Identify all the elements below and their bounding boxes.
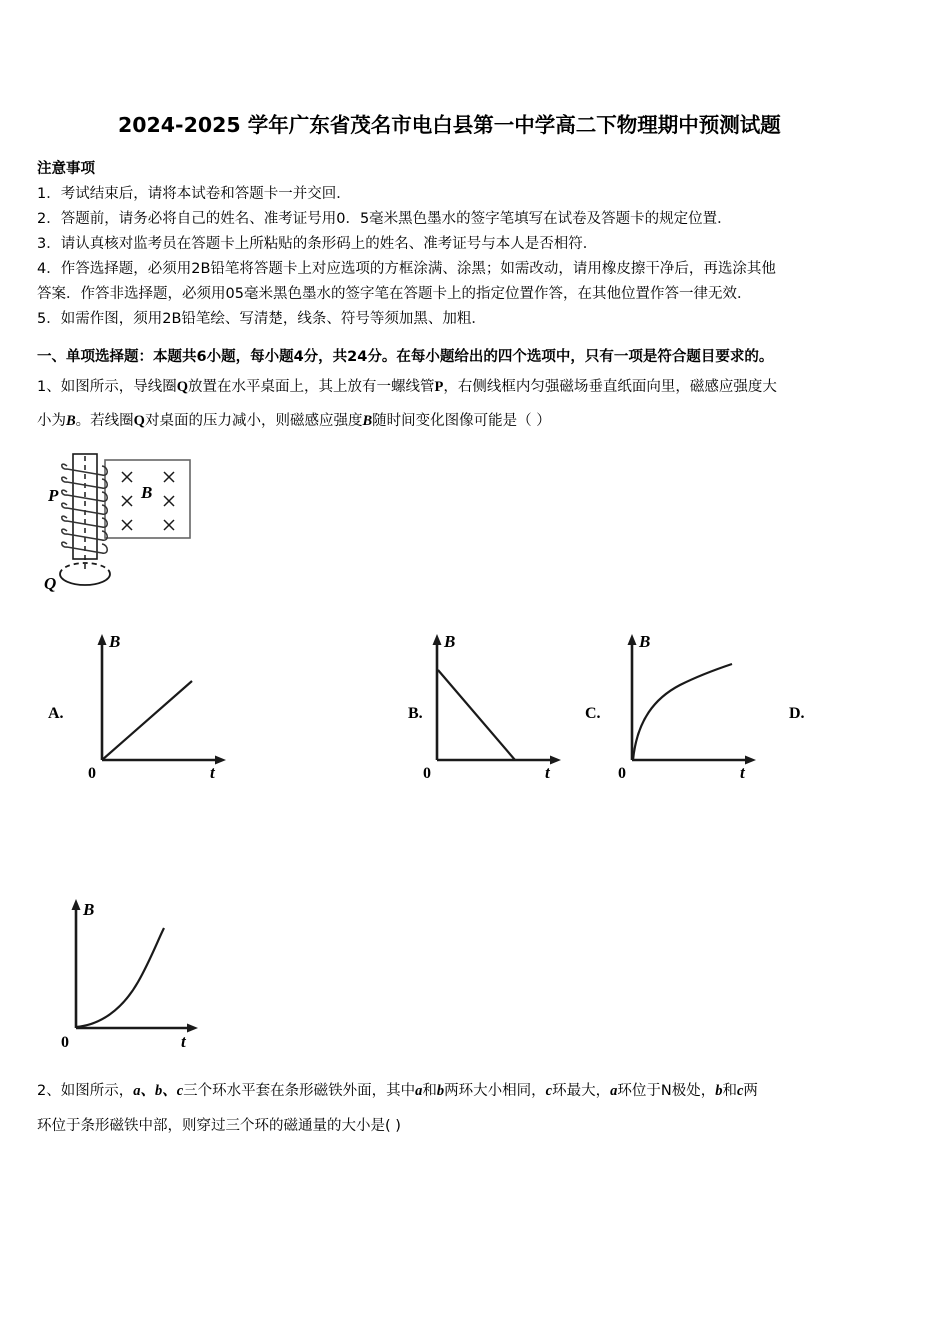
option-b-label[interactable]: B. [408, 705, 423, 722]
q1-text-b: 放置在水平桌面上，其上放有一螺线管 [188, 379, 435, 395]
section-heading: 一、单项选择题：本题共6小题，每小题4分，共24分。在每小题给出的四个选项中，只有一项是符合题目要求的。 [37, 349, 774, 365]
origin-label-d: 0 [61, 1034, 69, 1051]
option-c-graph [610, 628, 770, 783]
q1-label-q2: Q [133, 413, 145, 429]
axis-label-b-a: B [109, 632, 121, 651]
notice-item-1: 1．考试结束后，请将本试卷和答题卡一并交回． [37, 186, 351, 202]
curve-a-linear-increasing [102, 681, 192, 760]
option-a-label[interactable]: A. [48, 705, 64, 722]
q2-text-h: 两 [743, 1083, 758, 1099]
origin-label-c: 0 [618, 765, 626, 782]
q1-label-q: Q [176, 379, 189, 395]
x-axis-arrow-d [187, 1024, 198, 1033]
option-d-graph [48, 888, 223, 1058]
axis-label-b-b: B [444, 632, 456, 651]
option-a-graph [80, 628, 240, 783]
question-1-line-2 [37, 408, 737, 434]
curve-c-concave-down-increasing [633, 664, 732, 760]
notice-item-2: 2．答题前，请务必将自己的姓名、准考证号用0．5毫米黑色墨水的签字笔填写在试卷及答题卡的规定位置． [37, 211, 732, 227]
q2-text-f: 环位于N极处， [617, 1083, 716, 1099]
q2-symbol-c1: c [545, 1083, 553, 1099]
q1-text-a: 1、如图所示，导线圈 [37, 379, 177, 395]
y-axis-arrow-c [628, 634, 637, 645]
q2-symbol-a1: a [415, 1083, 423, 1099]
notice-heading: 注意事项 [37, 161, 95, 177]
question-2-line-2: 环位于条形磁铁中部，则穿过三个环的磁通量的大小是( ) [37, 1118, 401, 1134]
axes-a [102, 642, 218, 760]
q2-text-d: 两环大小相同， [444, 1083, 546, 1099]
notice-item-3: 3．请认真核对监考员在答题卡上所粘贴的条形码上的姓名、准考证号与本人是否相符． [37, 236, 598, 252]
q1-text-f: 对桌面的压力减小，则磁感应强度 [144, 413, 363, 429]
axis-label-t-d: t [181, 1032, 186, 1051]
axis-label-b-c: B [639, 632, 651, 651]
q2-text-e: 环最大， [552, 1083, 611, 1099]
q1-label-p: P [434, 379, 444, 395]
q2-symbol-b1: b [436, 1083, 445, 1099]
q1-symbol-b1: B [66, 413, 76, 429]
axes-d [76, 908, 190, 1028]
q2-text-c: 和 [422, 1083, 437, 1099]
figure-solenoid-field [40, 444, 270, 610]
axis-label-b-d: B [83, 900, 95, 919]
x-axis-arrow-a [215, 756, 226, 765]
page-title: 2024-2025 学年广东省茂名市电白县第一中学高二下物理期中预测试题 [118, 113, 781, 137]
axis-label-t-b: t [545, 763, 550, 782]
axes-c [632, 642, 748, 760]
y-axis-arrow-a [98, 634, 107, 645]
q2-symbol-a2: a [610, 1083, 618, 1099]
option-d-label[interactable]: D. [789, 705, 805, 722]
q2-symbols-abc: a、b、c [133, 1083, 184, 1099]
q1-text-g: 随时间变化图像可能是（ ） [372, 413, 551, 429]
q1-text-e: 。若线圈 [75, 413, 134, 429]
q2-text-b: 三个环水平套在条形磁铁外面，其中 [183, 1083, 416, 1099]
q1-symbol-b2: B [362, 413, 373, 429]
q2-symbol-c2: c [736, 1083, 744, 1099]
y-axis-arrow-b [433, 634, 442, 645]
label-b-field: B [141, 483, 153, 502]
axes-b [437, 642, 553, 760]
notice-block [37, 158, 917, 332]
notice-item-4-cont: 答案．作答非选择题，必须用05毫米黑色墨水的签字笔在答题卡上的指定位置作答，在其他位置作答一律无效． [37, 286, 752, 302]
notice-item-5: 5．如需作图，须用2B铅笔绘、写清楚，线条、符号等须加黑、加粗． [37, 311, 486, 327]
label-q: Q [44, 574, 57, 593]
q2-text-g: 和 [722, 1083, 737, 1099]
curve-d-convex-increasing [76, 928, 164, 1027]
q1-text-c: ，右侧线框内匀强磁场垂直纸面向里，磁感应强度大 [443, 379, 777, 395]
question-1-line-1 [37, 374, 927, 400]
label-p: P [48, 486, 59, 505]
origin-label-b: 0 [423, 765, 431, 782]
origin-label-a: 0 [88, 765, 96, 782]
x-axis-arrow-c [745, 756, 756, 765]
option-c-label[interactable]: C. [585, 705, 601, 722]
x-axis-arrow-b [550, 756, 561, 765]
y-axis-arrow-d [72, 899, 81, 910]
option-b-graph [415, 628, 575, 783]
q1-text-d: 小为 [37, 413, 66, 429]
q2-text-a: 2、如图所示， [37, 1083, 134, 1099]
axis-label-t-c: t [740, 763, 745, 782]
axis-label-t-a: t [210, 763, 215, 782]
q2-symbol-b2: b [715, 1083, 723, 1099]
notice-item-4: 4．作答选择题，必须用2B铅笔将答题卡上对应选项的方框涂满、涂黑；如需改动，请用橡皮擦干净后，再选涂其他 [37, 261, 776, 277]
curve-b-linear-decreasing [438, 670, 515, 760]
question-2-line-1 [37, 1078, 932, 1104]
